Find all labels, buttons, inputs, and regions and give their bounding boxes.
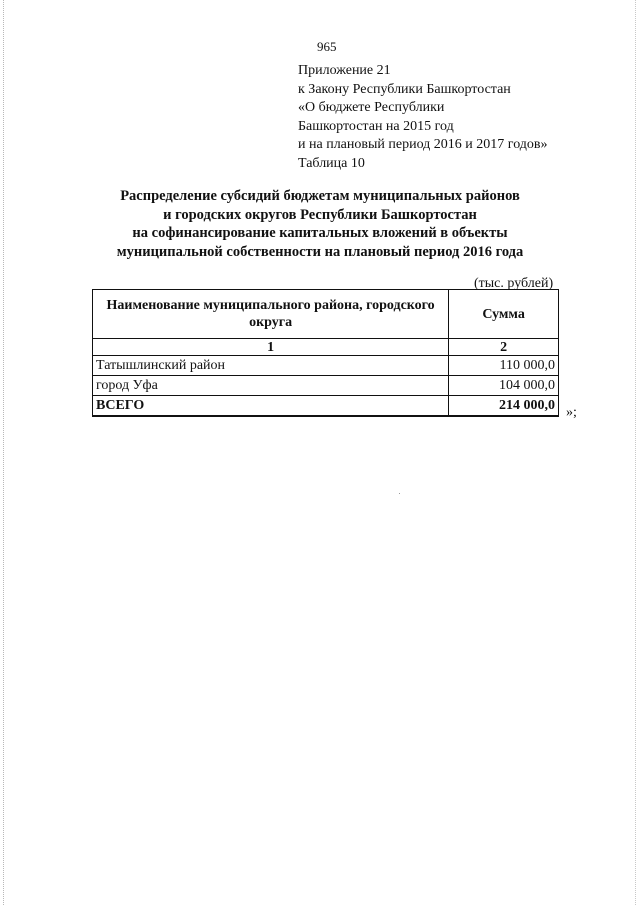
column-number: 2: [449, 339, 559, 356]
closing-quote-mark: »;: [566, 405, 577, 420]
subsidy-table: [92, 289, 559, 417]
subsidy-amount: 104 000,0: [449, 376, 559, 396]
title-line: Распределение субсидий бюджетам муниципальных районов: [120, 188, 520, 204]
appendix-line: и на плановый период 2016 и 2017 годов»: [298, 137, 548, 152]
title-line: муниципальной собственности на плановый период 2016 года: [116, 243, 524, 260]
table-row: [93, 376, 559, 396]
total-label: ВСЕГО: [93, 396, 449, 417]
municipality-name: город Уфа: [93, 376, 449, 396]
page-edge-left: [3, 0, 5, 905]
appendix-line: к Закону Республики Башкортостан: [298, 81, 511, 97]
appendix-line: Приложение 21: [298, 63, 391, 78]
table-row: [93, 356, 559, 376]
page-number: 965: [317, 39, 337, 54]
document-title: [90, 187, 550, 261]
appendix-line: «О бюджете Республики: [298, 100, 445, 115]
table-header-row: [93, 290, 559, 339]
column-number-row: [93, 339, 559, 356]
total-amount: 214 000,0: [449, 396, 559, 417]
title-line: и городских округов Республики Башкортостан: [163, 206, 477, 223]
header-municipality: Наименование муниципального района, городского округа: [93, 290, 449, 339]
column-number: 1: [93, 339, 449, 356]
title-line: на софинансирование капитальных вложений в объекты: [132, 225, 508, 241]
header-amount: Сумма: [449, 290, 559, 339]
units-label: (тыс. рублей): [474, 276, 554, 291]
scan-speck: [399, 493, 400, 494]
appendix-reference: [298, 62, 548, 173]
appendix-line: Башкортостан на 2015 год: [298, 118, 454, 134]
page-edge-right: [635, 0, 637, 905]
table-number: Таблица 10: [298, 155, 365, 171]
subsidy-amount: 110 000,0: [449, 356, 559, 376]
municipality-name: Татышлинский район: [93, 356, 449, 376]
total-row: [93, 396, 559, 417]
